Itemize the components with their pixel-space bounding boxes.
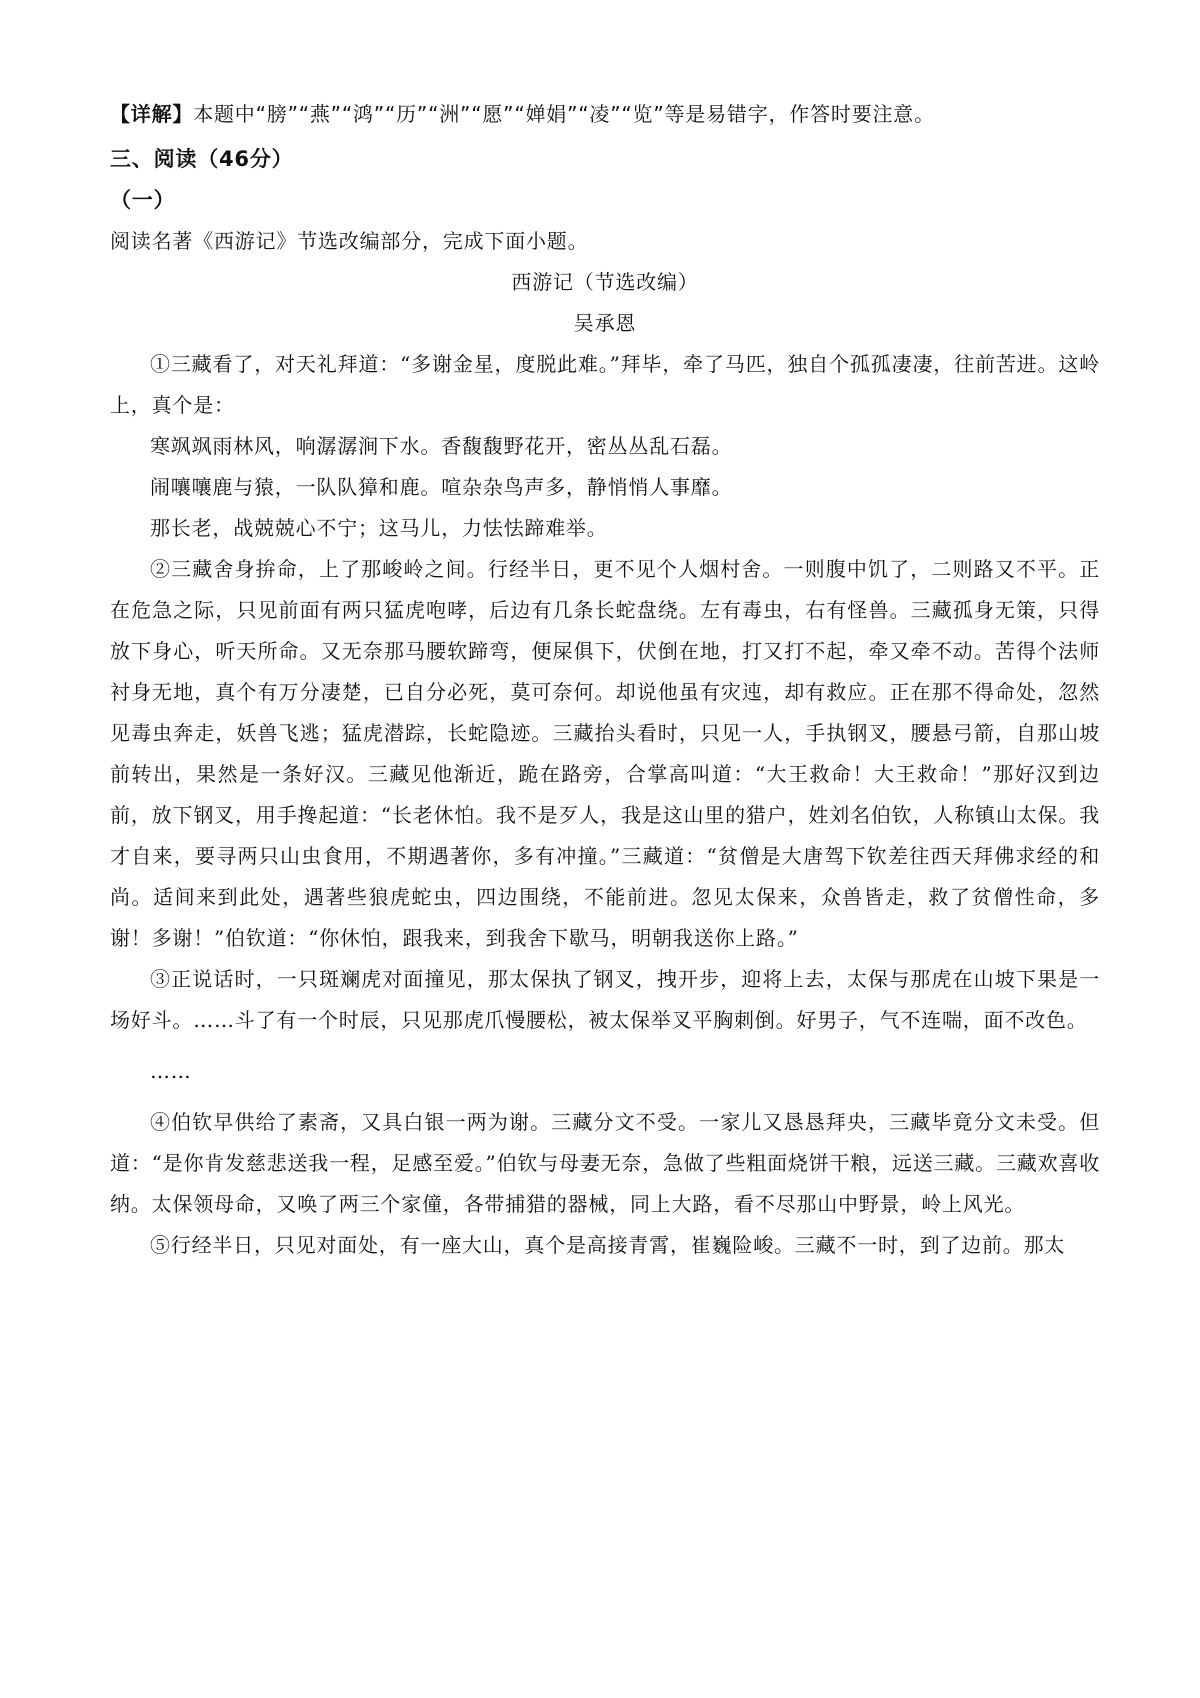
explanation-tag: 【详解】 xyxy=(110,102,194,126)
passage-paragraph-5: ⑤行经半日，只见对面处，有一座大山，真个是高接青霄，崔巍险峻。三藏不一时，到了边前。那太 xyxy=(150,1233,1066,1257)
passage-paragraph-3: ③正说话时，一只斑斓虎对面撞见，那太保执了钢叉，拽开步，迎将上去，太保与那虎在山坡下果是一场好斗。……斗了有一个时辰，只见那虎爪慢腰松，被太保举叉平胸刺倒。好男子，气不连喘，面不改色。 xyxy=(110,967,1100,1032)
poem-line-3: 那长老，战兢兢心不宁；这马儿，力怯怯蹄难举。 xyxy=(150,516,608,540)
passage-paragraph-4: ④伯钦早供给了素斋，又具白银一两为谢。三藏分文不受。一家儿又恳恳拜央，三藏毕竟分文未受。但道：“是你肯发慈悲送我一程，足感至爱。”伯钦与母妻无奈，急做了些粗面烧饼干粮，远送三藏。三藏欢喜收纳。太保领母命，又唤了两三个家僮，各带捕猎的器械，同上大路，看不尽那山中野景，岭上风光。 xyxy=(110,1110,1100,1216)
reading-instruction: 阅读名著《西游记》节选改编部分，完成下面小题。 xyxy=(110,229,589,253)
explanation-paragraph xyxy=(110,94,1100,135)
poem-line-2: 闹嚷嚷鹿与猿，一队队獐和鹿。喧杂杂鸟声多，静悄悄人事靡。 xyxy=(150,475,733,499)
passage-author: 吴承恩 xyxy=(573,311,637,335)
passage-ellipsis: …… xyxy=(150,1059,192,1083)
poem-line-1: 寒飒飒雨林风，响潺潺涧下水。香馥馥野花开，密丛丛乱石磊。 xyxy=(150,434,733,458)
passage-paragraph-2: ②三藏舍身拚命，上了那峻岭之间。行经半日，更不见个人烟村舍。一则腹中饥了，二则路又不平。正在危急之际，只见前面有两只猛虎咆哮，后边有几条长蛇盘绕。左有毒虫，右有怪兽。三藏孤身无策，只得放下身心，听天所命。又无奈那马腰软蹄弯，便屎俱下，伏倒在地，打又打不起，牵又牵不动。苦得个法师衬身无地，真个有万分凄楚，已自分必死，莫可奈何。却说他虽有灾迍，却有救应。正在那不得命处，忽然见毒虫奔走，妖兽飞逃；猛虎潜踪，长蛇隐迹。三藏抬头看时，只见一人，手执钢叉，腰悬弓箭，自那山坡前转出，果然是一条好汉。三藏见他渐近，跪在路旁，合掌高叫道：“大王救命！大王救命！”那好汉到边前，放下钢叉，用手搀起道：“长老休怕。我不是歹人，我是这山里的猎户，姓刘名伯钦，人称镇山太保。我才自来，要寻两只山虫食用，不期遇著你，多有冲撞。”三藏道：“贫僧是大唐驾下钦差往西天拜佛求经的和尚。适间来到此处，遇著些狼虎蛇虫，四边围绕，不能前进。忽见太保来，众兽皆走，救了贫僧性命，多谢！多谢！”伯钦道：“你休怕，跟我来，到我舍下歇马，明朝我送你上路。” xyxy=(110,557,1100,950)
sub-heading: （一） xyxy=(110,188,176,212)
explanation-text: 本题中“膀”“燕”“鸿”“历”“洲”“愿”“婵娟”“凌”“览”等是易错字，作答时要注意。 xyxy=(193,102,935,126)
passage-paragraph-1: ①三藏看了，对天礼拜道：“多谢金星，度脱此难。”拜毕，牵了马匹，独自个孤孤凄凄，往前苦进。这岭上，真个是： xyxy=(110,352,1100,417)
passage-title: 西游记（节选改编） xyxy=(511,270,699,294)
section-heading: 三、阅读（46分） xyxy=(110,147,294,171)
document-content xyxy=(110,94,1100,1266)
